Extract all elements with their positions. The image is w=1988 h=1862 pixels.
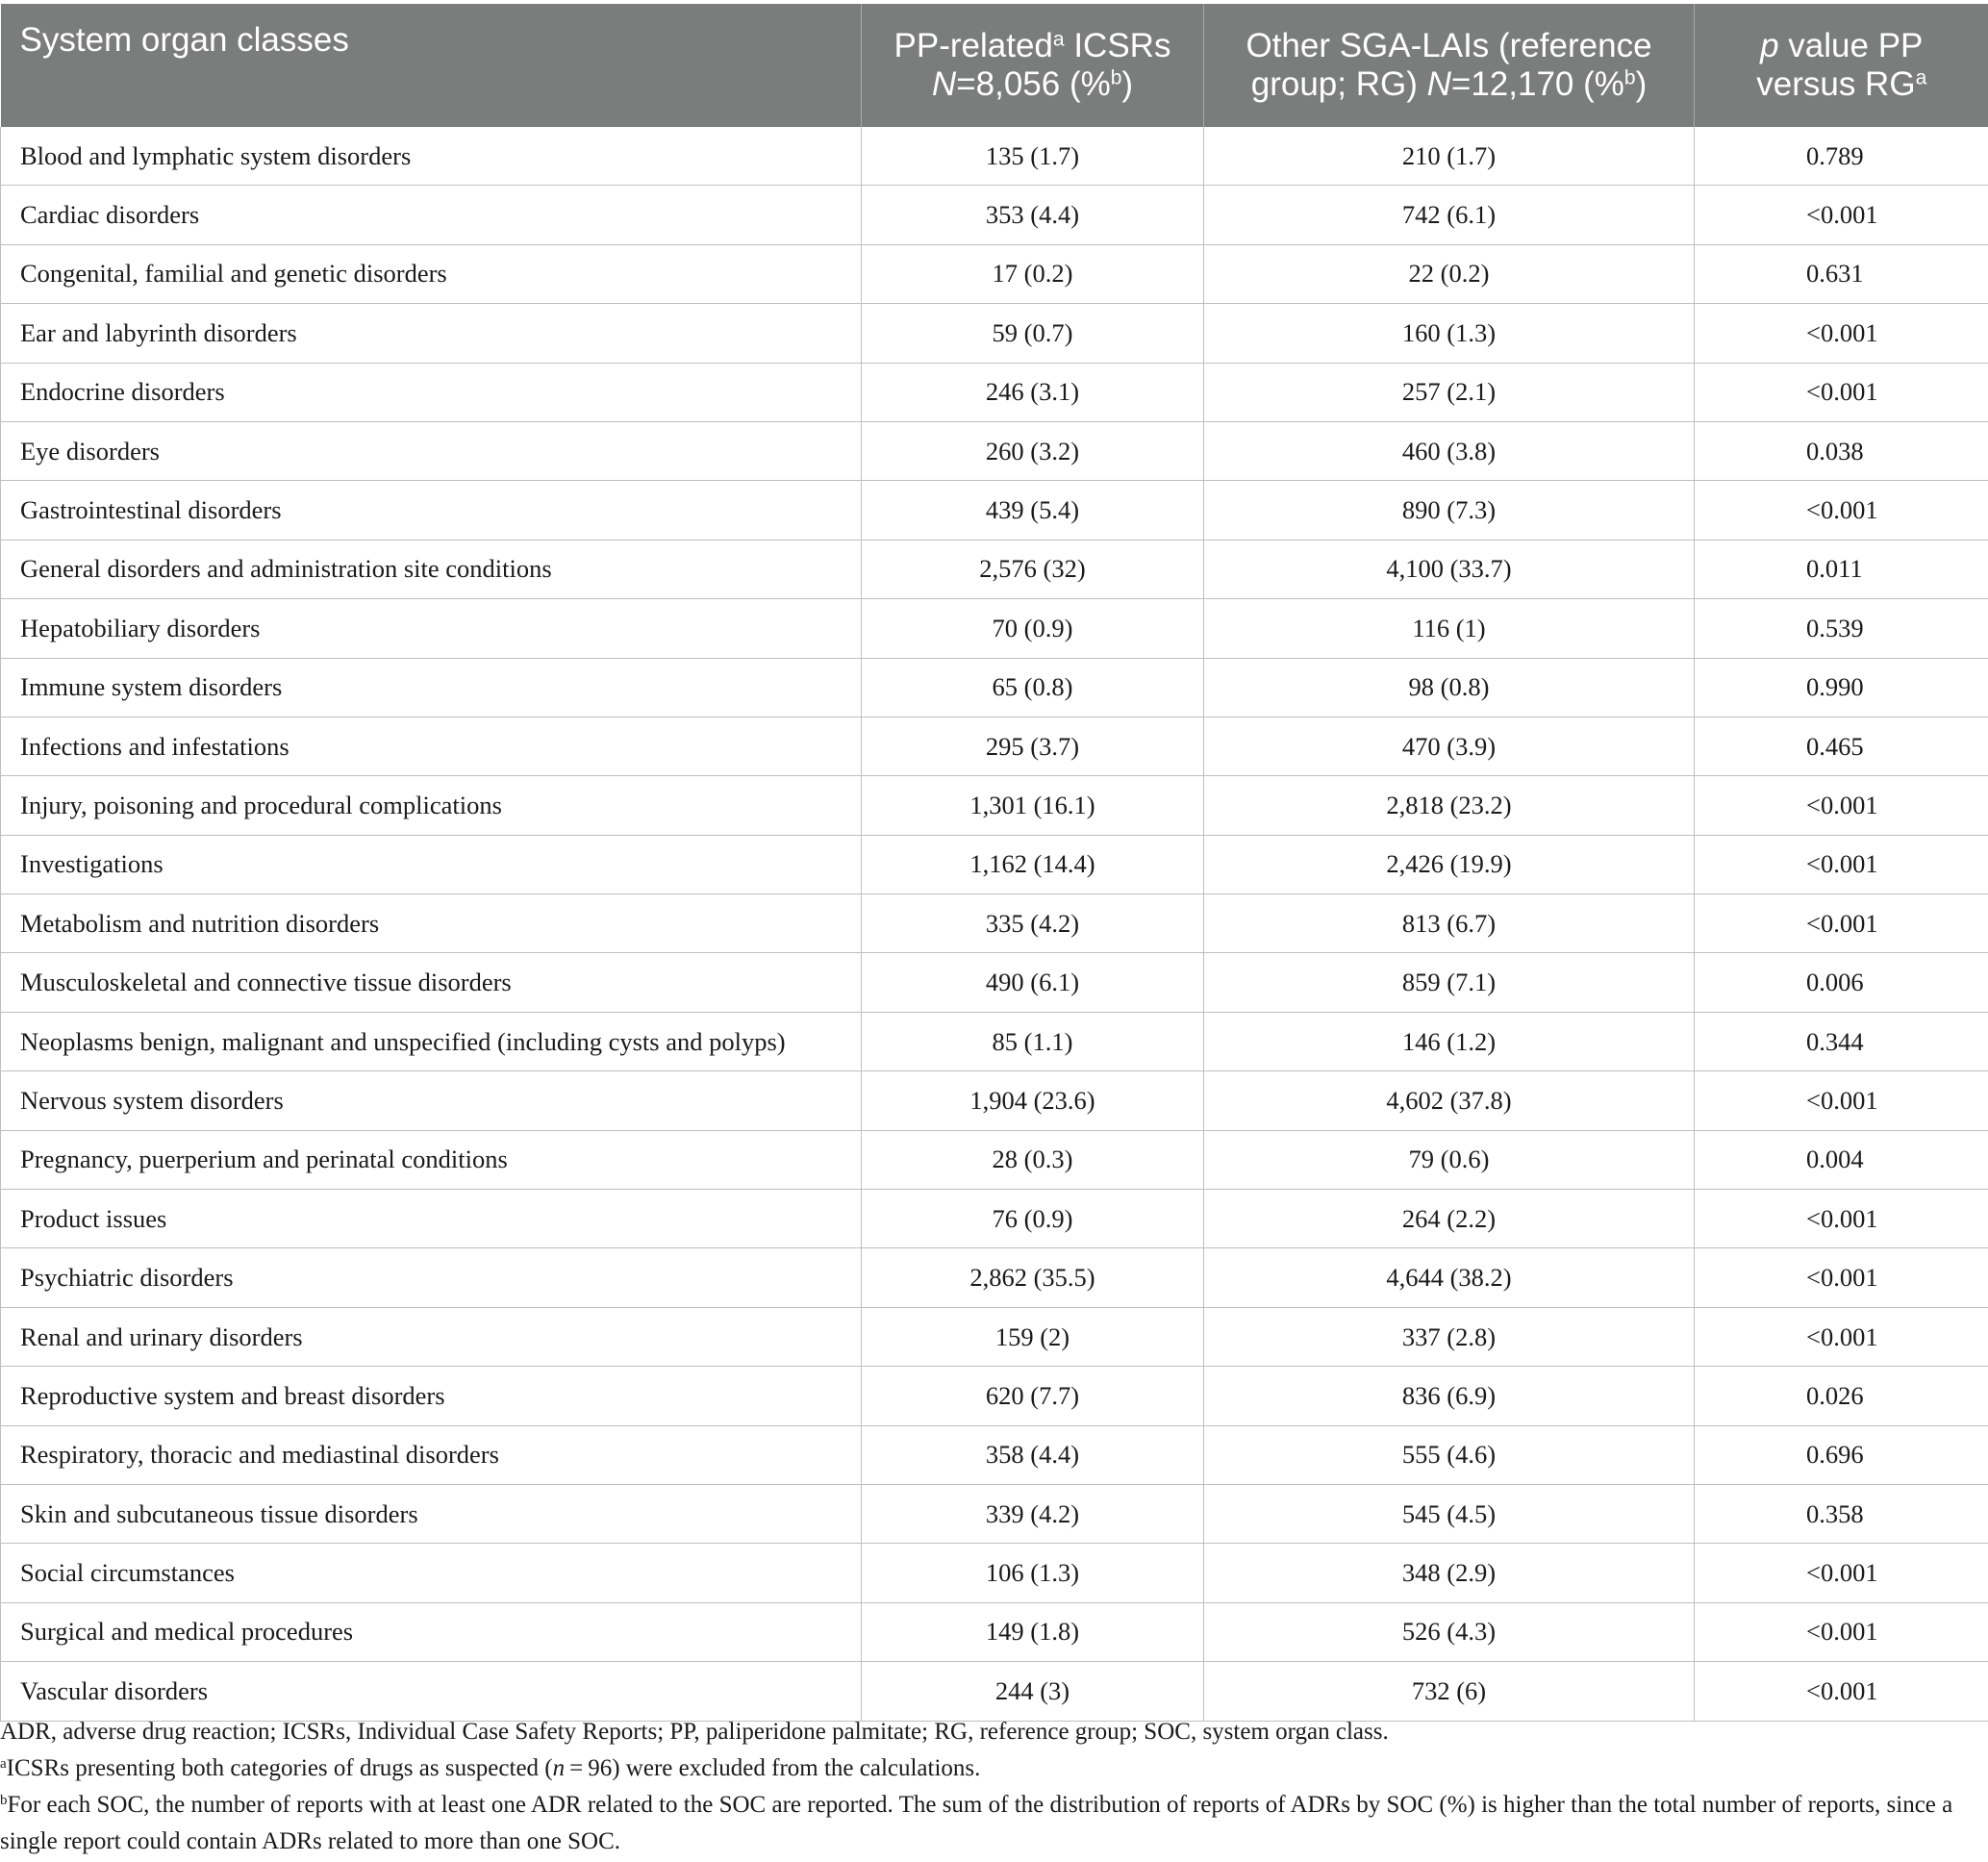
table-row [1,776,1988,835]
table-row [1,1544,1988,1602]
table-row [1,1662,1988,1721]
footnote-abbreviations: ADR, adverse drug reaction; ICSRs, Individual Case Safety Reports; PP, paliperidone palmitate; RG, reference group; SOC, system organ class. [0,1719,1389,1745]
rg-count-cell: 348 (2.9) [1204,1544,1695,1602]
p-value-cell: <0.001 [1695,1307,1988,1366]
soc-cell: Neoplasms benign, malignant and unspecified (including cysts and polyps) [1,1012,862,1070]
table-row [1,1484,1988,1543]
pp-count-cell: 620 (7.7) [862,1367,1204,1425]
table-row [1,127,1988,186]
p-value-cell: <0.001 [1695,776,1988,835]
pp-count-cell: 17 (0.2) [862,244,1204,303]
pp-count-cell: 295 (3.7) [862,717,1204,775]
table-row [1,1190,1988,1248]
pp-count-cell: 65 (0.8) [862,658,1204,717]
pp-count-cell: 76 (0.9) [862,1190,1204,1248]
rg-count-cell: 4,602 (37.8) [1204,1071,1695,1130]
pp-count-cell: 2,862 (35.5) [862,1248,1204,1307]
p-value-cell: 0.631 [1695,244,1988,303]
rg-count-cell: 742 (6.1) [1204,186,1695,244]
pp-count-cell: 85 (1.1) [862,1012,1204,1070]
rg-count-cell: 859 (7.1) [1204,953,1695,1012]
p-value-cell: 0.465 [1695,717,1988,775]
p-value-cell: <0.001 [1695,304,1988,363]
rg-count-cell: 2,818 (23.2) [1204,776,1695,835]
soc-cell: Pregnancy, puerperium and perinatal conditions [1,1130,862,1189]
table-row [1,1130,1988,1189]
soc-cell: Respiratory, thoracic and mediastinal disorders [1,1425,862,1484]
table-row [1,894,1988,953]
p-value-cell: 0.539 [1695,599,1988,658]
p-value-cell: <0.001 [1695,186,1988,244]
p-value-cell: 0.038 [1695,421,1988,480]
pp-count-cell: 339 (4.2) [862,1484,1204,1543]
soc-cell: Infections and infestations [1,717,862,775]
pp-count-cell: 260 (3.2) [862,421,1204,480]
p-value-cell: <0.001 [1695,835,1988,893]
rg-count-cell: 4,644 (38.2) [1204,1248,1695,1307]
pp-count-cell: 135 (1.7) [862,127,1204,186]
rg-count-cell: 526 (4.3) [1204,1602,1695,1661]
rg-count-cell: 210 (1.7) [1204,127,1695,186]
p-value-cell: <0.001 [1695,481,1988,540]
pp-count-cell: 149 (1.8) [862,1602,1204,1661]
rg-count-cell: 264 (2.2) [1204,1190,1695,1248]
soc-cell: Metabolism and nutrition disorders [1,894,862,953]
p-value-cell: 0.006 [1695,953,1988,1012]
soc-cell: General disorders and administration site conditions [1,540,862,598]
soc-cell: Blood and lymphatic system disorders [1,127,862,186]
p-value-cell: <0.001 [1695,1071,1988,1130]
p-value-cell: 0.011 [1695,540,1988,598]
table-row [1,363,1988,421]
p-value-cell: <0.001 [1695,1248,1988,1307]
pp-count-cell: 28 (0.3) [862,1130,1204,1189]
pp-count-cell: 353 (4.4) [862,186,1204,244]
soc-cell: Immune system disorders [1,658,862,717]
rg-count-cell: 545 (4.5) [1204,1484,1695,1543]
header-p-value: p value PP versus $RG^a$ [1695,4,1988,127]
rg-count-cell: 146 (1.2) [1204,1012,1695,1070]
rg-count-cell: 257 (2.1) [1204,363,1695,421]
pp-count-cell: 106 (1.3) [862,1544,1204,1602]
rg-count-cell: 813 (6.7) [1204,894,1695,953]
rg-count-cell: 22 (0.2) [1204,244,1695,303]
soc-cell: Investigations [1,835,862,893]
soc-cell: Nervous system disorders [1,1071,862,1130]
table-row [1,1602,1988,1661]
table-row [1,421,1988,480]
p-value-cell: <0.001 [1695,1544,1988,1602]
pp-count-cell: 1,162 (14.4) [862,835,1204,893]
rg-count-cell: 79 (0.6) [1204,1130,1695,1189]
table-row [1,186,1988,244]
table-row [1,1012,1988,1070]
soc-cell: Reproductive system and breast disorders [1,1367,862,1425]
header-soc: System organ classes [1,4,862,127]
pp-count-cell: 2,576 (32) [862,540,1204,598]
pp-count-cell: 335 (4.2) [862,894,1204,953]
soc-cell: Renal and urinary disorders [1,1307,862,1366]
pp-count-cell: 244 (3) [862,1662,1204,1721]
table-row [1,717,1988,775]
pp-count-cell: 70 (0.9) [862,599,1204,658]
rg-count-cell: 4,100 (33.7) [1204,540,1695,598]
table-row [1,658,1988,717]
table-row [1,1248,1988,1307]
p-value-cell: 0.358 [1695,1484,1988,1543]
soc-cell: Skin and subcutaneous tissue disorders [1,1484,862,1543]
rg-count-cell: 460 (3.8) [1204,421,1695,480]
p-value-cell: <0.001 [1695,363,1988,421]
soc-cell: Injury, poisoning and procedural complications [1,776,862,835]
soc-cell: Gastrointestinal disorders [1,481,862,540]
p-value-cell: 0.026 [1695,1367,1988,1425]
soc-cell: Surgical and medical procedures [1,1602,862,1661]
rg-count-cell: 836 (6.9) [1204,1367,1695,1425]
p-value-cell: <0.001 [1695,1190,1988,1248]
p-value-cell: <0.001 [1695,894,1988,953]
soc-cell: Cardiac disorders [1,186,862,244]
table-row [1,1307,1988,1366]
soc-cell: Product issues [1,1190,862,1248]
soc-cell: Eye disorders [1,421,862,480]
table-row [1,599,1988,658]
soc-cell: Hepatobiliary disorders [1,599,862,658]
table-row [1,835,1988,893]
header-rg: Other SGA-LAIs (reference group; RG) N=12,170 (%$^b$) [1204,4,1695,127]
rg-count-cell: 555 (4.6) [1204,1425,1695,1484]
rg-count-cell: 160 (1.3) [1204,304,1695,363]
p-value-cell: <0.001 [1695,1662,1988,1721]
rg-count-cell: 470 (3.9) [1204,717,1695,775]
p-value-cell: 0.990 [1695,658,1988,717]
table-row [1,953,1988,1012]
table-row [1,244,1988,303]
table-row [1,481,1988,540]
soc-cell: Vascular disorders [1,1662,862,1721]
table-footnotes [0,1714,1981,1860]
table-row [1,1071,1988,1130]
pp-count-cell: 439 (5.4) [862,481,1204,540]
soc-cell: Ear and labyrinth disorders [1,304,862,363]
rg-count-cell: 116 (1) [1204,599,1695,658]
table-row [1,1367,1988,1425]
soc-cell: Congenital, familial and genetic disorders [1,244,862,303]
header-pp: PP-related$^a$ ICSRs N=8,056 (%$^b$) [862,4,1204,127]
table-row [1,304,1988,363]
rg-count-cell: 732 (6) [1204,1662,1695,1721]
p-value-cell: <0.001 [1695,1602,1988,1661]
footnote-a: $^a$ICSRs presenting both categories of drugs as suspected (n = 96) were excluded from the calculations. [0,1755,981,1781]
table-row [1,1425,1988,1484]
pp-count-cell: 59 (0.7) [862,304,1204,363]
soc-cell: Psychiatric disorders [1,1248,862,1307]
rg-count-cell: 890 (7.3) [1204,481,1695,540]
soc-cell: Musculoskeletal and connective tissue disorders [1,953,862,1012]
p-value-cell: 0.789 [1695,127,1988,186]
pp-count-cell: 358 (4.4) [862,1425,1204,1484]
pp-count-cell: 1,301 (16.1) [862,776,1204,835]
pp-count-cell: 159 (2) [862,1307,1204,1366]
p-value-cell: 0.696 [1695,1425,1988,1484]
soc-cell: Social circumstances [1,1544,862,1602]
rg-count-cell: 98 (0.8) [1204,658,1695,717]
soc-cell: Endocrine disorders [1,363,862,421]
p-value-cell: 0.344 [1695,1012,1988,1070]
pp-count-cell: 1,904 (23.6) [862,1071,1204,1130]
footnote-b: $^b$For each SOC, the number of reports with at least one ADR related to the SOC are reported. The sum of the distribution of reports of ADRs by SOC (%) is higher than the total number of reports, since a single report could contain ADRs related to more than one SOC. [0,1792,1953,1854]
p-value-cell: 0.004 [1695,1130,1988,1189]
table-row [1,540,1988,598]
rg-count-cell: 337 (2.8) [1204,1307,1695,1366]
soc-table [0,4,1988,1722]
table-header-row [1,4,1988,127]
pp-count-cell: 490 (6.1) [862,953,1204,1012]
rg-count-cell: 2,426 (19.9) [1204,835,1695,893]
pp-count-cell: 246 (3.1) [862,363,1204,421]
